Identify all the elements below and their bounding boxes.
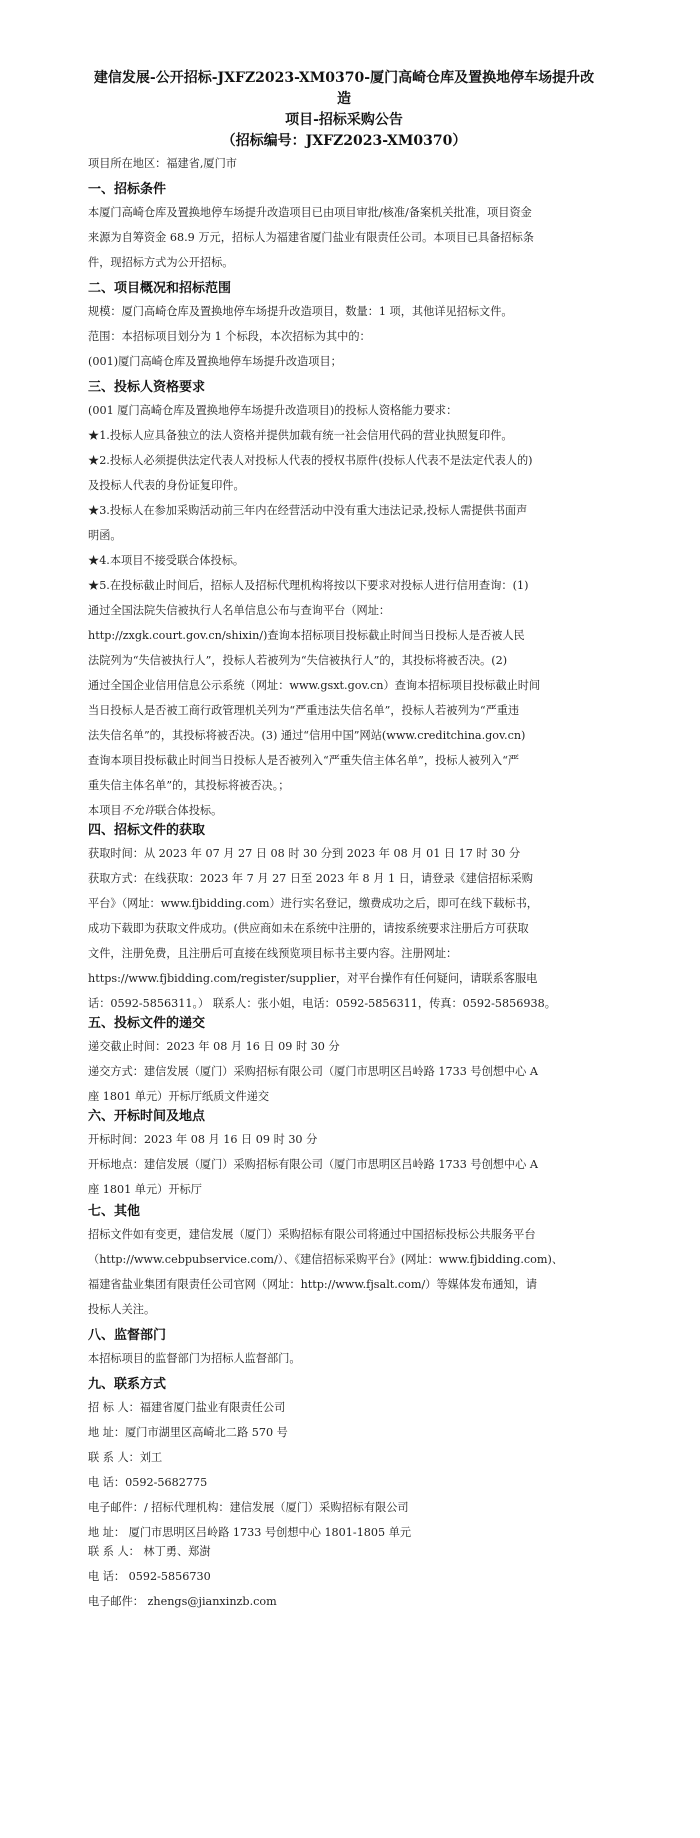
requirement-item: 通过全国企业信用信息公示系统（网址：www.gsxt.gov.cn）查询本招标项目投标截止时间 xyxy=(88,679,541,692)
requirement-item: ★1.投标人应具备独立的法人资格并提供加载有统一社会信用代码的营业执照复印件。 xyxy=(88,429,513,442)
section-heading-qualifications: 三、投标人资格要求 xyxy=(88,380,206,395)
paragraph-line: 本厦门高崎仓库及置换地停车场提升改造项目已由项目审批/核准/备案机关批准，项目资金 xyxy=(88,206,532,219)
paragraph-line: 开标地点：建信发展（厦门）采购招标有限公司（厦门市思明区吕岭路 1733 号创想中心 A xyxy=(88,1158,538,1171)
paragraph-line: 成功下载即为获取文件成功。(供应商如未在系统中注册的，请按系统要求注册后方可获取 xyxy=(88,922,529,935)
paragraph-line: 本招标项目的监督部门为招标人监督部门。 xyxy=(88,1352,301,1365)
paragraph-line: 文件，注册免费，且注册后可直接在线预览项目标书主要内容。注册网址： xyxy=(88,947,458,960)
section-heading-overview: 二、项目概况和招标范围 xyxy=(88,281,232,296)
paragraph-line: 投标人关注。 xyxy=(88,1303,156,1316)
requirement-item: 查询本项目投标截止时间当日投标人是否被列入“严重失信主体名单”，投标人被列入“严 xyxy=(88,754,520,767)
contact-line: 电子邮件：/ 招标代理机构：建信发展（厦门）采购招标有限公司 xyxy=(88,1501,409,1514)
announcement-document xyxy=(88,68,600,1619)
paragraph-line: 来源为自筹资金 68.9 万元，招标人为福建省厦门盐业有限责任公司。本项目已具备招标条 xyxy=(88,231,534,244)
court-url-line: http://zxgk.court.gov.cn/shixin/)查询本招标项目投标截止时间当日投标人是否被人民 xyxy=(88,629,525,642)
requirement-item: ★2.投标人必须提供法定代表人对投标人代表的授权书原件(投标人代表不是法定代表人的) xyxy=(88,454,533,467)
paragraph-line: 招标文件如有变更，建信发展（厦门）采购招标有限公司将通过中国招标投标公共服务平台 xyxy=(88,1228,536,1241)
requirement-item: 及投标人代表的身份证复印件。 xyxy=(88,479,245,492)
requirement-item: 通过全国法院失信被执行人名单信息公布与查询平台（网址： xyxy=(88,604,391,617)
consortium-note-italic: 不允许 xyxy=(121,804,156,817)
paragraph-line: 获取时间：从 2023 年 07 月 27 日 08 时 30 分到 2023 年 08 月 01 日 17 时 30 分 xyxy=(88,847,521,860)
section-heading-obtain-documents: 四、招标文件的获取 xyxy=(88,823,206,838)
requirement-item: 明函。 xyxy=(88,529,122,542)
contact-line: 地 址： 厦门市思明区吕岭路 1733 号创想中心 1801-1805 单元 xyxy=(88,1526,412,1539)
document-title-line-2: 项目-招标采购公告 xyxy=(285,112,403,128)
requirement-item: 法院列为“失信被执行人”，投标人若被列为“失信被执行人”的，其投标将被否决。(2) xyxy=(88,654,508,667)
consortium-note-suffix: 联合体投标。 xyxy=(155,804,223,817)
document-title-line-1: 建信发展-公开招标-JXFZ2023-XM0370-厦门高崎仓库及置换地停车场提升改造 xyxy=(93,70,595,107)
consortium-note xyxy=(88,803,600,818)
requirement-item: ★4.本项目不接受联合体投标。 xyxy=(88,554,245,567)
requirement-item: 重失信主体名单”的，其投标将被否决。； xyxy=(88,779,290,792)
contact-line: 电 话：0592-5682775 xyxy=(88,1476,208,1489)
paragraph-line: 座 1801 单元）开标厅纸质文件递交 xyxy=(88,1090,270,1103)
paragraph-line: 福建省盐业集团有限责任公司官网（网址：http://www.fjsalt.com/）等媒体发布通知，请 xyxy=(88,1278,538,1291)
requirement-item: ★5.在投标截止时间后，招标人及招标代理机构将按以下要求对投标人进行信用查询：(1) xyxy=(88,579,529,592)
contact-email: 电子邮件： zhengs@jianxinzb.com xyxy=(88,1595,277,1608)
contact-line: 联 系 人：刘工 xyxy=(88,1451,163,1464)
paragraph-line: 范围：本招标项目划分为 1 个标段，本次招标为其中的： xyxy=(88,330,371,343)
contact-line: 联 系 人： 林丁勇、郑澍 xyxy=(88,1545,211,1558)
paragraph-line: (001)厦门高崎仓库及置换地停车场提升改造项目； xyxy=(88,355,342,368)
requirement-item: 法失信名单”的，其投标将被否决。(3) 通过“信用中国”网站(www.creditchina.gov.cn) xyxy=(88,729,526,742)
register-url-line: https://www.fjbidding.com/register/supplier，对平台操作有任何疑问，请联系客服电 xyxy=(88,972,538,985)
consortium-note-prefix: 本项目 xyxy=(88,804,122,817)
paragraph-line: 件，现招标方式为公开招标。 xyxy=(88,256,234,269)
project-region: 项目所在地区：福建省,厦门市 xyxy=(88,157,237,170)
contact-line: 招 标 人：福建省厦门盐业有限责任公司 xyxy=(88,1401,286,1414)
section-heading-contact: 九、联系方式 xyxy=(88,1377,167,1392)
contact-line: 电 话： 0592-5856730 xyxy=(88,1570,211,1583)
paragraph-line: 平台》（网址：www.fjbidding.com）进行实名登记，缴费成功之后，即可在线下载标书， xyxy=(88,897,538,910)
paragraph-line: 规模：厦门高崎仓库及置换地停车场提升改造项目，数量：1 项，其他详见招标文件。 xyxy=(88,305,513,318)
section-heading-supervision: 八、监督部门 xyxy=(88,1328,167,1343)
requirement-item: 当日投标人是否被工商行政管理机关列为“严重违法失信名单”，投标人若被列为“严重违 xyxy=(88,704,520,717)
section-heading-other: 七、其他 xyxy=(88,1204,141,1219)
paragraph-line: 递交截止时间：2023 年 08 月 16 日 09 时 30 分 xyxy=(88,1040,340,1053)
contact-line: 地 址：厦门市湖里区高崎北二路 570 号 xyxy=(88,1426,288,1439)
requirement-item: ★3.投标人在参加采购活动前三年内在经营活动中没有重大违法记录,投标人需提供书面声 xyxy=(88,504,528,517)
paragraph-line: （http://www.cebpubservice.com/）、《建信招标采购平台》(网址：www.fjbidding.com)、 xyxy=(88,1253,564,1266)
section-heading-submission: 五、投标文件的递交 xyxy=(88,1016,206,1031)
tender-number: （招标编号：JXFZ2023-XM0370） xyxy=(221,133,467,149)
paragraph-line: 座 1801 单元）开标厅 xyxy=(88,1183,202,1196)
paragraph-line: (001 厦门高崎仓库及置换地停车场提升改造项目)的投标人资格能力要求： xyxy=(88,404,458,417)
paragraph-line: 获取方式：在线获取：2023 年 7 月 27 日至 2023 年 8 月 1 日，请登录《建信招标采购 xyxy=(88,872,533,885)
section-heading-opening: 六、开标时间及地点 xyxy=(88,1109,206,1124)
paragraph-line: 递交方式：建信发展（厦门）采购招标有限公司（厦门市思明区吕岭路 1733 号创想中心 A xyxy=(88,1065,538,1078)
paragraph-line: 开标时间：2023 年 08 月 16 日 09 时 30 分 xyxy=(88,1133,318,1146)
section-heading-tender-conditions: 一、招标条件 xyxy=(88,182,167,197)
paragraph-line: 话：0592-5856311。） 联系人：张小姐，电话：0592-5856311，传真：0592-5856938。 xyxy=(88,997,556,1010)
